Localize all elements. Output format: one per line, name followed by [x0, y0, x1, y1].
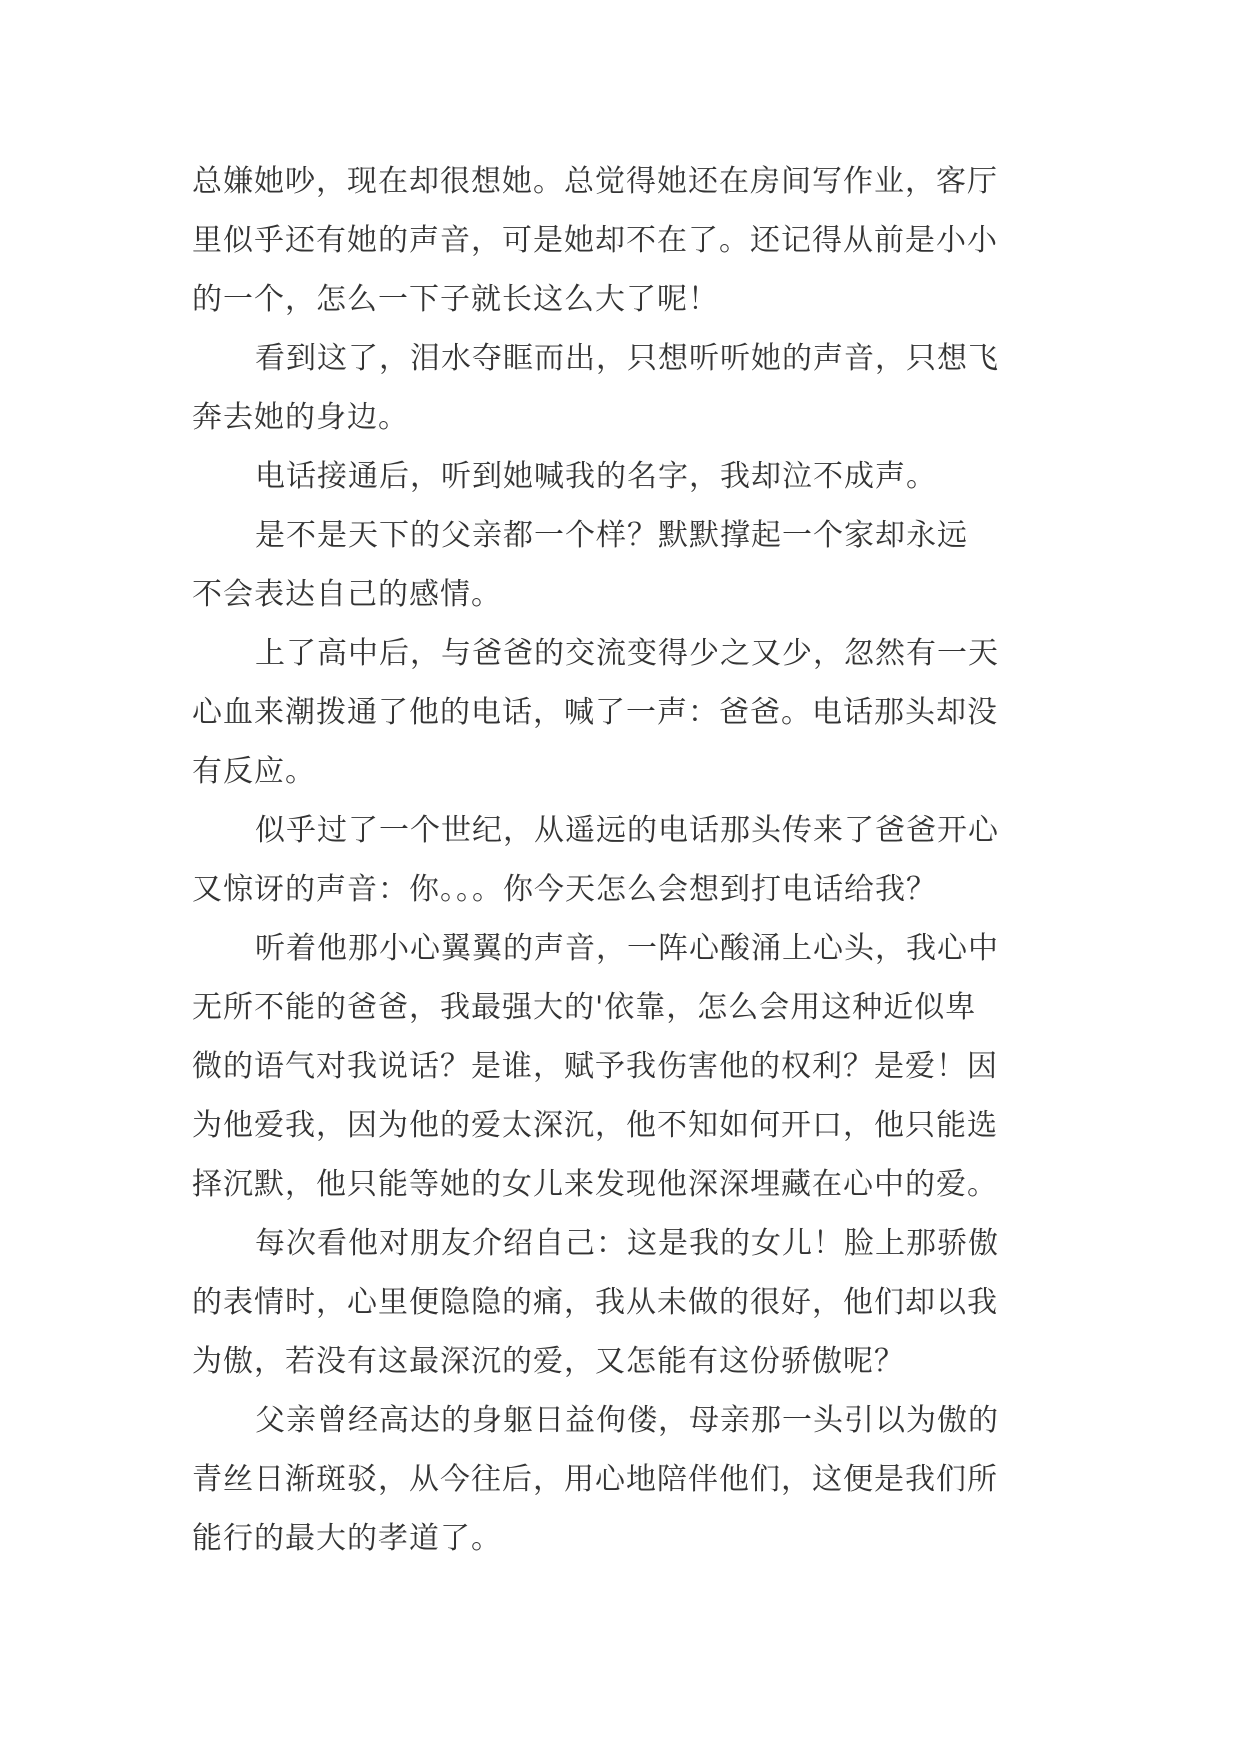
text-line: 的一个，怎么一下子就长这么大了呢！ — [192, 282, 719, 317]
document-body — [192, 152, 1054, 1568]
paragraph-2 — [192, 329, 1054, 447]
text-line: 父亲曾经高达的身躯日益佝偻，母亲那一头引以为傲的 — [255, 1403, 999, 1438]
text-line: 无所不能的爸爸，我最强大的'依靠，怎么会用这种近似卑 — [192, 990, 977, 1025]
paragraph-4 — [192, 506, 1054, 624]
text-line: 心血来潮拨通了他的电话，喊了一声：爸爸。电话那头却没 — [192, 695, 998, 730]
text-line: 又惊讶的声音：你。。。你今天怎么会想到打电话给我？ — [192, 872, 937, 907]
text-line: 微的语气对我说话？是谁，赋予我伤害他的权利？是爱！因 — [192, 1049, 998, 1084]
paragraph-5 — [192, 624, 1054, 801]
paragraph-3 — [192, 447, 1054, 506]
text-line: 有反应。 — [192, 754, 316, 789]
text-line: 为傲，若没有这最深沉的爱，又怎能有这份骄傲呢？ — [192, 1344, 905, 1379]
paragraph-7 — [192, 919, 1054, 1214]
text-line: 青丝日渐斑驳，从今往后，用心地陪伴他们，这便是我们所 — [192, 1462, 998, 1497]
text-line: 似乎过了一个世纪，从遥远的电话那头传来了爸爸开心 — [255, 813, 999, 848]
text-line: 看到这了，泪水夺眶而出，只想听听她的声音，只想飞 — [255, 341, 999, 376]
text-line: 里似乎还有她的声音，可是她却不在了。还记得从前是小小 — [192, 223, 998, 258]
text-line: 能行的最大的孝道了。 — [192, 1521, 502, 1556]
text-line: 为他爱我，因为他的爱太深沉，他不知如何开口，他只能选 — [192, 1108, 998, 1143]
paragraph-1 — [192, 152, 1054, 329]
text-line: 不会表达自己的感情。 — [192, 577, 502, 612]
text-line: 每次看他对朋友介绍自己：这是我的女儿！脸上那骄傲 — [255, 1226, 999, 1261]
text-line: 电话接通后，听到她喊我的名字，我却泣不成声。 — [255, 459, 937, 494]
text-line: 总嫌她吵，现在却很想她。总觉得她还在房间写作业，客厅 — [192, 164, 998, 199]
text-line: 上了高中后，与爸爸的交流变得少之又少，忽然有一天 — [255, 636, 999, 671]
text-line: 择沉默，他只能等她的女儿来发现他深深埋藏在心中的爱。 — [192, 1167, 998, 1202]
text-line: 听着他那小心翼翼的声音，一阵心酸涌上心头，我心中 — [255, 931, 999, 966]
text-line: 的表情时，心里便隐隐的痛，我从未做的很好，他们却以我 — [192, 1285, 998, 1320]
paragraph-6 — [192, 801, 1054, 919]
text-line: 奔去她的身边。 — [192, 400, 409, 435]
paragraph-8 — [192, 1214, 1054, 1391]
paragraph-9 — [192, 1391, 1054, 1568]
text-line: 是不是天下的父亲都一个样？默默撑起一个家却永远 — [255, 518, 968, 553]
